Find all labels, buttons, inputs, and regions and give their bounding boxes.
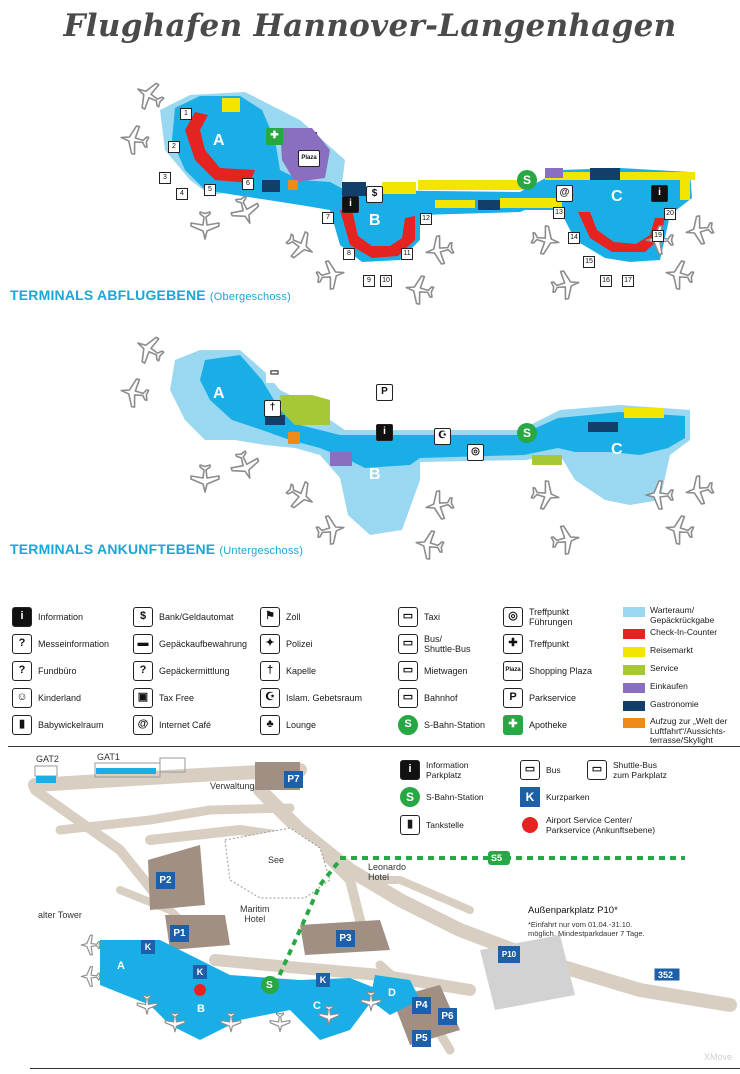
kurzparken-sign: K (141, 940, 155, 954)
s-bahn-icon: S (522, 173, 532, 187)
verwaltung-label: Verwaltung (210, 781, 255, 791)
s-bahn-icon: S (398, 715, 418, 735)
gate-label: 3 (159, 172, 171, 184)
fair-info-icon: ? (12, 634, 32, 654)
legend-label: Shopping Plaza (529, 666, 593, 676)
legend-label: Zoll (286, 612, 301, 622)
legend-label: Taxi (424, 612, 441, 622)
pharmacy-icon: ✚ (503, 715, 523, 735)
overview-legend-item (400, 815, 464, 835)
s5-label: S5 (491, 853, 503, 863)
terminal-a-label: A (213, 132, 225, 149)
meeting-point-icon: ◎ (467, 444, 484, 461)
internet-cafe-icon: @ (133, 715, 153, 735)
gate-label: 1 (180, 108, 192, 120)
overview-legend-item (587, 760, 667, 780)
legend-label: Tax Free (159, 693, 195, 703)
plaza-icon: Plaza (298, 150, 320, 167)
legend-label: Fundbüro (38, 666, 77, 676)
p10-title: Außenparkplatz P10* (528, 905, 618, 916)
info-icon: i (342, 196, 359, 213)
overview-legend-label: Kurzparken (546, 792, 590, 802)
gate-label: 5 (204, 184, 216, 196)
fuel-station-icon: ▮ (400, 815, 420, 835)
bottom-rule (30, 1068, 740, 1069)
color-label: Einkaufen (650, 681, 688, 691)
color-label: Service (650, 663, 679, 673)
road-number: 352 (658, 970, 674, 980)
overview-legend-item (520, 815, 655, 835)
info-icon: i (12, 607, 32, 627)
parking-p4-sign: P4 (412, 997, 431, 1014)
overview-legend-label: Tankstelle (426, 820, 464, 830)
parking-service-icon: P (503, 688, 523, 708)
parking-icon: P (376, 384, 393, 401)
legend-label: Messeinformation (38, 639, 110, 649)
see-label: See (268, 855, 285, 865)
terminal-b-label: B (369, 466, 381, 483)
info-icon: i (651, 185, 668, 202)
arrivals-sub: (Untergeschoss) (219, 545, 304, 557)
gat2-label: GAT2 (36, 754, 59, 764)
chapel-icon: † (260, 661, 280, 681)
leonardo-label: Leonardo Hotel (368, 862, 407, 882)
terminal-a-label: A (213, 385, 225, 402)
legend-label: Apotheke (529, 720, 568, 730)
meeting-point-icon: ✚ (503, 634, 523, 654)
legend-label: Parkservice (529, 693, 577, 703)
gate-label: 4 (176, 188, 188, 200)
terminal-b-label: B (197, 1003, 205, 1015)
bank-icon: $ (366, 186, 383, 203)
legend-label: Bahnhof (424, 693, 458, 703)
info-icon: i (376, 424, 393, 441)
kids-icon: ☺ (12, 688, 32, 708)
gate-label: 7 (322, 212, 334, 224)
gate-label: 16 (600, 275, 612, 287)
legend-label: Treffpunkt Führungen (529, 607, 573, 627)
legend-label: Bus/ Shuttle-Bus (424, 634, 471, 654)
bus-icon: ▭ (398, 634, 418, 654)
gate-label: 8 (343, 248, 355, 260)
service-center-icon (522, 817, 538, 833)
gate-label: 6 (242, 178, 254, 190)
parking-p3-sign: P3 (336, 930, 355, 947)
taxi-icon: ▭ (266, 366, 283, 383)
bus-icon: ▭ (520, 760, 540, 780)
color-label: Gastronomie (650, 699, 699, 709)
overview-legend-label: Airport Service Center/ Parkservice (Ankunftsebene) (546, 815, 656, 835)
p10-note: *Einfahrt nur vom 01.04.-31.10. möglich. Mindestparkdauer 7 Tage. (528, 920, 645, 938)
info-parking-icon: i (400, 760, 420, 780)
s-bahn-icon: S (400, 787, 420, 807)
overview-legend-label: Shuttle-Bus zum Parkplatz (613, 760, 667, 780)
terminal-c-label: C (611, 188, 623, 205)
prayer-room-icon: ☪ (434, 428, 451, 445)
gate-label: 2 (168, 141, 180, 153)
overview-legend-item (520, 787, 589, 807)
tour-meeting-icon: ◎ (503, 607, 523, 627)
train-station-icon: ▭ (398, 688, 418, 708)
legend-label: Gepäckaufbewahrung (159, 639, 248, 649)
gate-label: 14 (568, 232, 580, 244)
gate-label: 17 (622, 275, 634, 287)
color-label: Aufzug zur „Welt der Luftfahrt“/Aussichts- terrasse/Skylight (650, 716, 728, 745)
parking-p7-sign: P7 (284, 771, 303, 788)
color-label: Check-In-Counter (650, 627, 718, 637)
legend-label: Kinderland (38, 693, 82, 703)
gate-label: 13 (553, 207, 565, 219)
parking-p2-sign: P2 (156, 872, 175, 889)
terminal-a-label: A (117, 960, 125, 972)
parking-p5-sign: P5 (412, 1030, 431, 1047)
internet-cafe-icon: @ (556, 185, 573, 202)
legend-label: Babywickelraum (38, 720, 104, 730)
bank-icon: $ (133, 607, 153, 627)
shuttle-bus-icon: ▭ (587, 760, 607, 780)
overview-legend-item (400, 760, 469, 780)
kurzparken-sign: K (316, 973, 330, 987)
taxi-icon: ▭ (398, 607, 418, 627)
legend-label: Lounge (286, 720, 317, 730)
overview-legend-item (400, 787, 484, 807)
terminal-c-label: C (611, 441, 623, 458)
police-icon: ✦ (260, 634, 280, 654)
customs-icon: ⚑ (260, 607, 280, 627)
departures-title: TERMINALS ABFLUGEBENE (10, 287, 206, 303)
legend-label: Information (38, 612, 84, 622)
gate-label: 9 (363, 275, 375, 287)
departures-sub: (Obergeschoss) (209, 291, 291, 303)
prayer-room-icon: ☪ (260, 688, 280, 708)
legend-label: S-Bahn-Station (424, 720, 486, 730)
legend-label: Kapelle (286, 666, 317, 676)
legend-label: Gepäckermittlung (159, 666, 230, 676)
color-label: Warteraum/ Gepäckrückgabe (650, 605, 715, 625)
lost-luggage-icon: ? (133, 661, 153, 681)
chapel-icon: † (264, 400, 281, 417)
terminal-b-label: B (369, 212, 381, 229)
legend-label: Internet Café (159, 720, 212, 730)
maritim-label: Maritim Hotel (240, 904, 270, 924)
gat1-label: GAT1 (97, 752, 120, 762)
car-rental-icon: ▭ (398, 661, 418, 681)
pharmacy-icon: ✚ (266, 128, 283, 145)
color-label: Reisemarkt (650, 645, 693, 655)
legend-label: Mietwagen (424, 666, 468, 676)
watermark: XMove (703, 1052, 732, 1062)
gate-label: 19 (652, 230, 664, 242)
parking-p6-sign: P6 (438, 1008, 457, 1025)
terminal-c-label: C (313, 1000, 321, 1012)
gate-label: 12 (420, 213, 432, 225)
parking-p10-sign: P10 (498, 946, 520, 963)
legend-label: Treffpunkt (529, 639, 570, 649)
parking-p1-sign: P1 (170, 925, 189, 942)
s-station-label: S (266, 980, 273, 991)
baby-care-icon: ▮ (12, 715, 32, 735)
legend-label: Polizei (286, 639, 313, 649)
legend-label: Islam. Gebetsraum (286, 693, 363, 703)
alter-tower-label: alter Tower (38, 910, 82, 920)
legend-label: Bank/Geldautomat (159, 612, 234, 622)
lost-found-icon: ? (12, 661, 32, 681)
luggage-storage-icon: ▬ (133, 634, 153, 654)
shopping-plaza-icon: Plaza (503, 661, 523, 681)
gate-label: 20 (664, 208, 676, 220)
terminal-d-label: D (388, 987, 396, 999)
kurzparken-sign: K (193, 965, 207, 979)
overview-legend-label: S-Bahn-Station (426, 792, 484, 802)
gate-label: 10 (380, 275, 392, 287)
page-title: Flughafen Hannover-Langenhagen (63, 8, 677, 44)
gate-label: 15 (583, 256, 595, 268)
overview-legend-label: Information Parkplatz (426, 760, 469, 780)
overview-legend-label: Bus (546, 765, 561, 775)
lounge-icon: ♣ (260, 715, 280, 735)
tax-free-icon: ▣ (133, 688, 153, 708)
kurzparken-icon: K (520, 787, 540, 807)
overview-legend-item (520, 760, 561, 780)
gate-label: 11 (401, 248, 413, 260)
s-bahn-icon: S (522, 426, 532, 440)
arrivals-title: TERMINALS ANKUNFTEBENE (10, 541, 216, 557)
